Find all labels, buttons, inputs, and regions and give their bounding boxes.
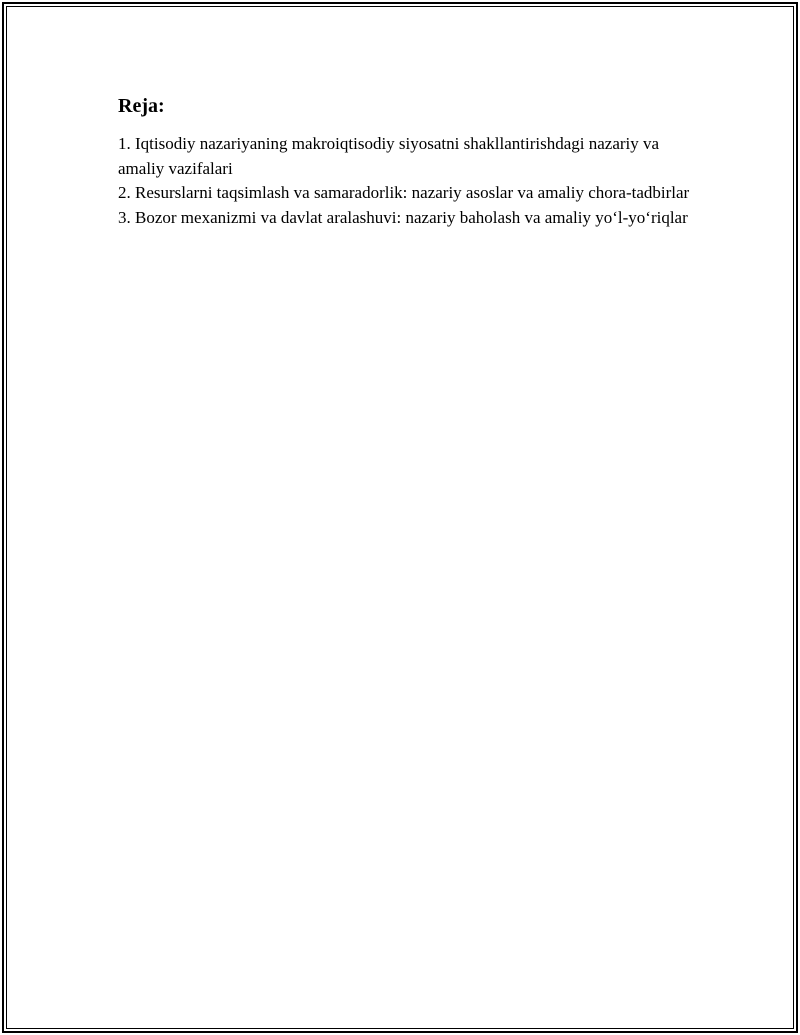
document-body bbox=[118, 94, 690, 230]
plan-item-2: 2. Resurslarni taqsimlash va samaradorlik: nazariy asoslar va amaliy chora-tadbirlar bbox=[118, 183, 690, 202]
plan-item-3: 3. Bozor mexanizmi va davlat aralashuvi: nazariy baholash va amaliy yo‘l-yo‘riqlar bbox=[118, 207, 688, 227]
plan-list bbox=[118, 132, 690, 230]
plan-item-1: 1. Iqtisodiy nazariyaning makroiqtisodiy siyosatni shakllantirishdagi nazariy va amaliy vazifalari bbox=[118, 134, 660, 178]
plan-heading: Reja: bbox=[118, 95, 165, 117]
